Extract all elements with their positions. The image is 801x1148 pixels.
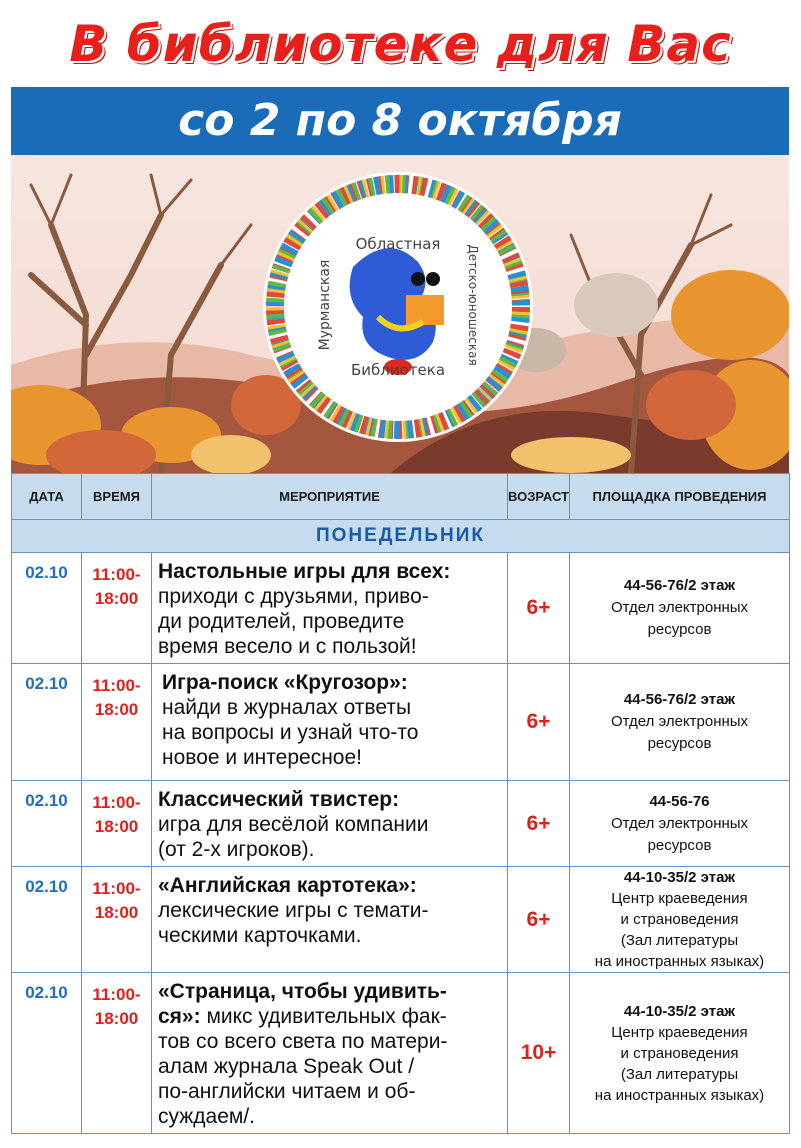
time-start: 11:00- [92,676,141,695]
age-rating: 6+ [508,553,570,664]
event-venue [570,867,790,973]
event-date: 02.10 [12,553,82,664]
event-description [152,867,508,973]
venue-phone: 44-56-76 [649,792,710,810]
age-rating: 10+ [508,973,570,1134]
event-line: по-английски читаем и об- [158,1080,416,1103]
age-rating: 6+ [508,781,570,867]
poster-title: В библиотеке для Вас [69,15,732,73]
venue-line: на иностранных языках) [594,1086,765,1104]
venue-line: (Зал литературы [620,1065,739,1083]
venue-line: ресурсов [647,836,712,854]
time-end: 18:00 [94,700,139,719]
event-time [82,781,152,867]
event-title: «Страница, чтобы удивить- [158,980,447,1003]
event-time [82,867,152,973]
venue-line: Отдел электронных [610,599,749,616]
table-row [12,553,790,664]
time-start: 11:00- [92,879,141,898]
event-line: на вопросы и узнай что-то [162,721,419,744]
venue-line: ресурсов [647,621,712,638]
logo-text-bottom: Библиотека [350,361,446,379]
time-end: 18:00 [94,903,139,922]
autumn-scene-image [11,155,789,473]
event-venue [570,973,790,1134]
event-description [152,781,508,867]
age-rating: 6+ [508,664,570,781]
venue-phone: 44-56-76/2 этаж [623,577,736,594]
venue-phone: 44-10-35/2 этаж [623,1002,736,1020]
event-date: 02.10 [12,867,82,973]
venue-line: на иностранных языках) [594,953,765,970]
event-line [158,1004,499,1029]
event-line: ди родителей, проведите [158,610,405,633]
event-venue [570,553,790,664]
column-header-date: ДАТА [12,474,82,520]
autumn-illustration [11,155,789,473]
events-table [11,473,790,1134]
event-line: новое и интересное! [162,746,362,769]
event-description [152,664,508,781]
logo-text-left: Мурманская [317,259,333,351]
event-venue [570,664,790,781]
event-line: (от 2-х игроков). [158,838,315,861]
venue-phone: 44-10-35/2 этаж [623,869,736,886]
age-rating: 6+ [508,867,570,973]
event-title: Настольные игры для всех: [158,560,451,583]
venue-line: (Зал литературы [620,932,739,949]
venue-line: Центр краеведения [611,1023,748,1041]
event-line: лексические игры с темати- [158,899,429,922]
table-row [12,664,790,781]
event-title: Игра-поиск «Кругозор»: [162,671,408,694]
time-end: 18:00 [94,817,139,836]
table-row [12,973,790,1134]
event-date: 02.10 [12,664,82,781]
event-line: время весело и с пользой! [158,635,417,658]
time-end: 18:00 [94,589,139,608]
column-header-time: ВРЕМЯ [82,474,152,520]
event-time [82,973,152,1134]
event-title: Классический твистер: [158,788,400,811]
event-line: тов со всего света по матери- [158,1030,448,1053]
day-label: ПОНЕДЕЛЬНИК [12,520,790,553]
table-row [12,781,790,867]
event-line: найди в журналах ответы [162,696,412,719]
logo-text-top: Областная [355,235,441,253]
event-venue [570,781,790,867]
event-description [152,973,508,1134]
time-start: 11:00- [92,565,141,584]
column-header-age: ВОЗРАСТ [508,474,570,520]
event-line: игра для весёлой компании [158,813,429,836]
venue-line: Центр краеведения [611,890,748,907]
event-line: алам журнала Speak Out / [158,1055,415,1078]
venue-line: ресурсов [647,735,712,752]
table-row [12,867,790,973]
event-line-rest: микс удивительных фак- [200,1005,447,1028]
venue-line: Отдел электронных [610,814,749,832]
table-header-row [12,474,790,520]
event-time [82,664,152,781]
venue-line: Отдел электронных [610,713,749,730]
column-header-venue: ПЛОЩАДКА ПРОВЕДЕНИЯ [570,474,790,520]
venue-line: и страноведения [620,911,739,928]
event-line: ческими карточками. [158,924,362,947]
event-title: «Английская картотека»: [158,874,417,897]
event-line: суждаем/. [158,1105,256,1128]
event-date: 02.10 [12,973,82,1134]
day-row [12,520,790,553]
venue-phone: 44-56-76/2 этаж [623,691,736,708]
time-start: 11:00- [92,793,141,812]
event-description [152,553,508,664]
venue-line: и страноведения [620,1044,739,1062]
time-start: 11:00- [92,985,141,1004]
event-time [82,553,152,664]
event-line: приходи с друзьями, приво- [158,585,429,608]
event-title-tail: ся»: [158,1005,201,1028]
logo-text-right: Детско-юношеская [466,244,480,366]
date-range-banner: со 2 по 8 октября [11,87,789,155]
event-date: 02.10 [12,781,82,867]
column-header-event: МЕРОПРИЯТИЕ [152,474,508,520]
time-end: 18:00 [94,1009,139,1028]
